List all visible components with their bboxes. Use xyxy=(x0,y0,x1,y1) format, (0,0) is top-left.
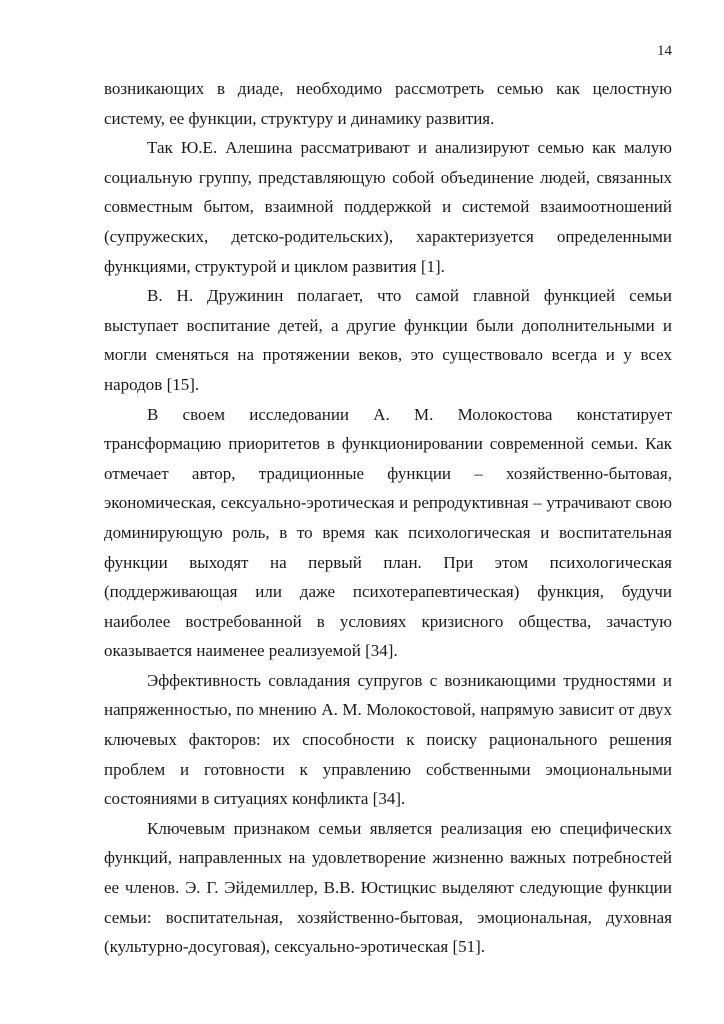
document-body xyxy=(104,74,672,962)
paragraph-molokostova-coping: Эффективность совладания супругов с возникающими трудностями и напряженностью, по мнению А. М. Молокостовой, напрямую зависит от двух ключевых факторов: их способности к поиску рационального решения проблем и готовности к управлению собственными эмоциональными состояниями в ситуациях конфликта [34]. xyxy=(104,670,672,809)
page-number: 14 xyxy=(657,43,672,59)
paragraph-molokostova-functions: В своем исследовании А. М. Молокостова констатирует трансформацию приоритетов в функционировании современной семьи. Как отмечает автор, традиционные функции – хозяйственно-бытовая, экономическая, сексуально-эротическая и репродуктивная – утрачивают свою доминирующую роль, в то время как психологическая и воспитательная функции выходят на первый план. При этом психологическая (поддерживающая или даже психотерапевтическая) функция, будучи наиболее востребованной в условиях кризисного общества, зачастую оказывается наименее реализуемой [34]. xyxy=(104,404,672,661)
paragraph-continuation: возникающих в диаде, необходимо рассмотреть семью как целостную систему, ее функции, структуру и динамику развития. xyxy=(104,79,672,128)
paragraph-druzhinin: В. Н. Дружинин полагает, что самой главной функцией семьи выступает воспитание детей, а другие функции были дополнительными и могли сменяться на протяжении веков, это существовало всегда и у всех народов [15]. xyxy=(104,286,672,394)
paragraph-eidemiller: Ключевым признаком семьи является реализация ею специфических функций, направленных на удовлетворение жизненно важных потребностей ее членов. Э. Г. Эйдемиллер, В.В. Юстицкис выделяют следующие функции семьи: воспитательная, хозяйственно-бытовая, эмоциональная, духовная (культурно-досуговая), сексуально-эротическая [51]. xyxy=(104,818,672,957)
paragraph-aleshina: Так Ю.Е. Алешина рассматривают и анализируют семью как малую социальную группу, представляющую собой объединение людей, связанных совместным бытом, взаимной поддержкой и системой взаимоотношений (супружеских, детско-родительских), характеризуется определенными функциями, структурой и циклом развития [1]. xyxy=(104,138,672,276)
